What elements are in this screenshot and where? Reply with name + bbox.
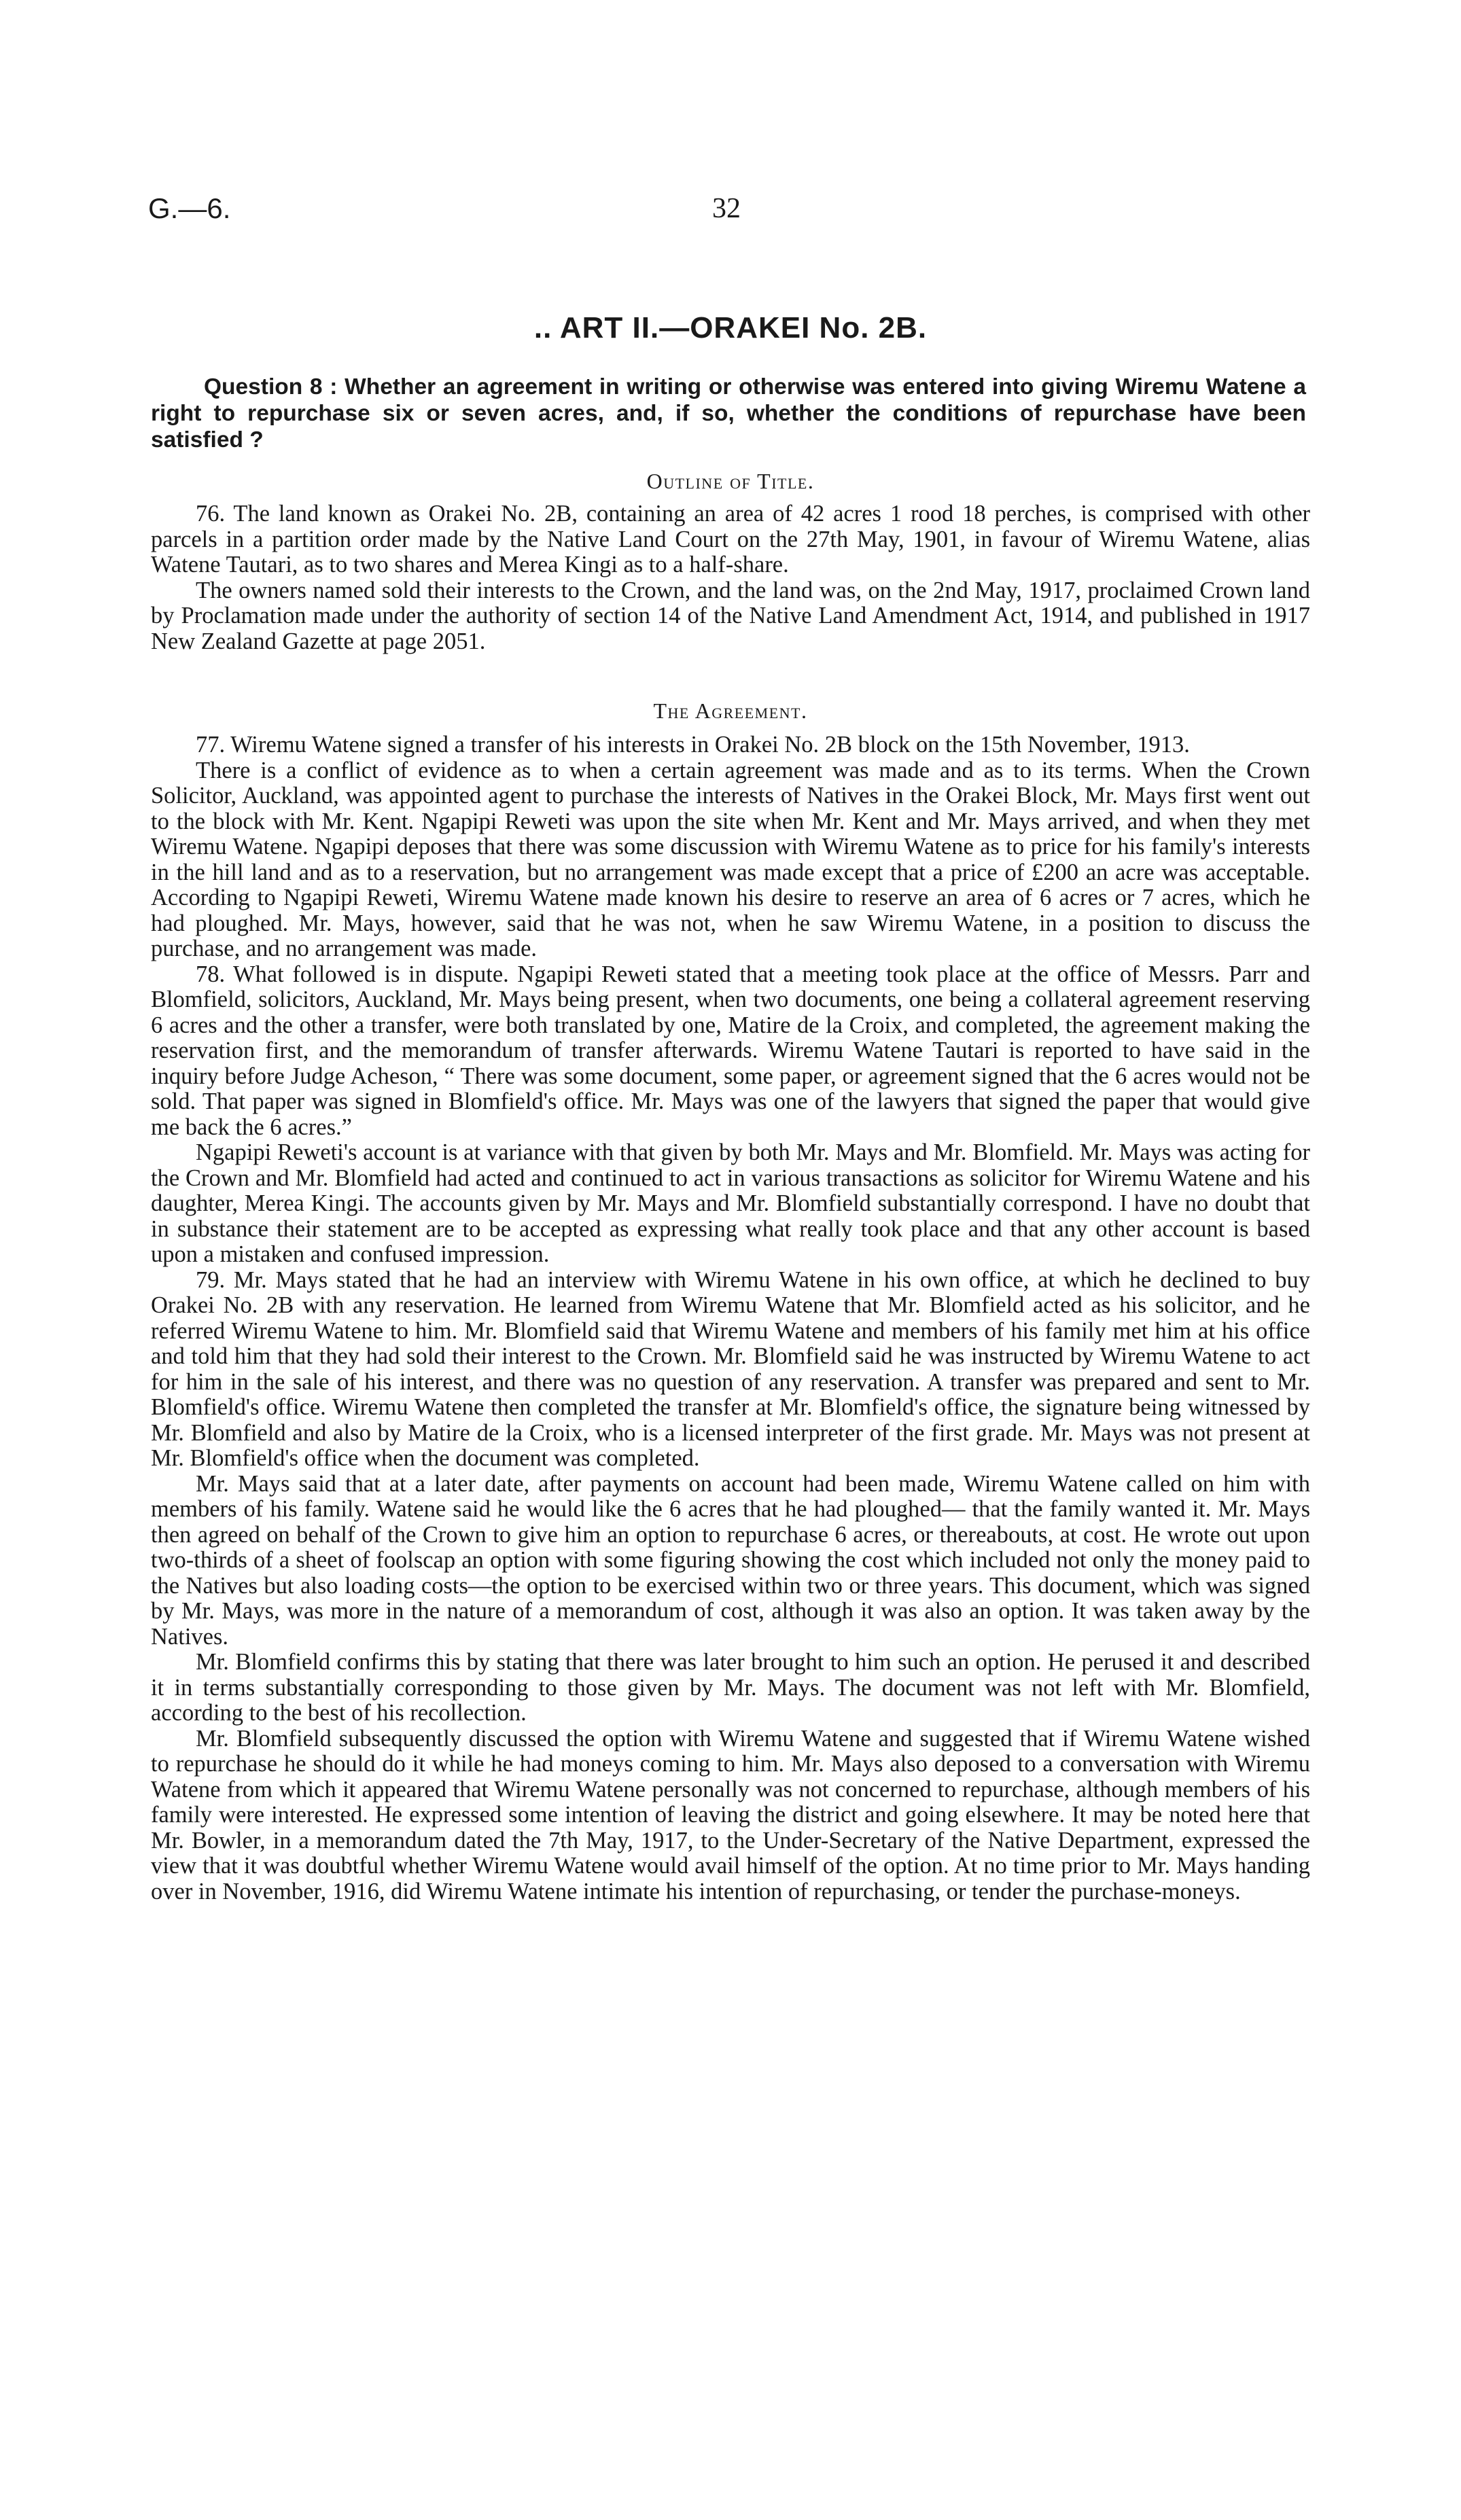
- part-title: .. ART II.—ORAKEI No. 2B.: [533, 311, 928, 344]
- paragraph: Ngapipi Reweti's account is at variance with that given by both Mr. Mays and Mr. Blomfield. Mr. Mays was acting for the Crown and Mr. Blomfield had acted and continued to act in various transactions as solicitor for Wiremu Watene and his daughter, Merea Kingi. The accounts given by Mr. Mays and Mr. Blomfield substantially correspond. I have no doubt that in substance their statement are to be accepted as expressing what really took place and that any other account is based upon a mistaken and confused impression.: [151, 1139, 1310, 1267]
- document-reference: G.—6.: [148, 192, 231, 224]
- paragraph: 77. Wiremu Watene signed a transfer of his interests in Orakei No. 2B block on the 15th November, 1913.: [196, 732, 1190, 758]
- page-header: [148, 192, 1313, 233]
- paragraph: Mr. Mays said that at a later date, after payments on account had been made, Wiremu Watene called on him with members of his family. Watene said he would like the 6 acres that he had ploughed— that the family wanted it. Mr. Mays then agreed on behalf of the Crown to give him an option to repurchase 6 acres, or thereabouts, at cost. He wrote out upon two-thirds of a sheet of foolscap an option with some figuring showing the cost which included not only the money paid to the Natives but also loading costs—the option to be exercised within two or three years. This document, which was signed by Mr. Mays, was more in the nature of a memorandum of cost, although it was also an option. It was taken away by the Natives.: [151, 1470, 1310, 1650]
- paragraph: Mr. Blomfield confirms this by stating that there was later brought to him such an option. He perused it and described it in terms substantially corresponding to those given by Mr. Mays. The document was not left with Mr. Blomfield, according to the best of his recollection.: [151, 1649, 1310, 1726]
- paragraph: 79. Mr. Mays stated that he had an interview with Wiremu Watene in his own office, at which he declined to buy Orakei No. 2B with any reservation. He learned from Wiremu Watene that Mr. Blomfield acted as his solicitor, and he referred Wiremu Watene to him. Mr. Blomfield said that Wiremu Watene and members of his family met him at his office and told him that they had sold their interest to the Crown. Mr. Blomfield said he was instructed by Wiremu Watene to act for him in the sale of his interest, and there was no question of any reservation. A transfer was prepared and sent to Mr. Blomfield's office. Wiremu Watene then completed the transfer at Mr. Blomfield's office, the signature being witnessed by Mr. Blomfield and also by Matire de la Croix, who is a licensed interpreter of the first grade. Mr. Mays was not present at Mr. Blomfield's office when the document was completed.: [151, 1266, 1310, 1471]
- paragraph: 78. What followed is in dispute. Ngapipi Reweti stated that a meeting took place at the office of Messrs. Parr and Blomfield, solicitors, Auckland, Mr. Mays being present, when two documents, one being a collateral agreement reserving 6 acres and the other a transfer, were both translated by one, Matire de la Croix, and completed, the agreement making the reservation first, and the memorandum of transfer afterwards. Wiremu Watene Tautari is reported to have said in the inquiry before Judge Acheson, “ There was some document, some paper, or agreement signed that the 6 acres would not be sold. That paper was signed in Blomfield's office. Mr. Mays was one of the lawyers that signed the paper that would give me back the 6 acres.”: [151, 961, 1310, 1140]
- paragraph: 76. The land known as Orakei No. 2B, containing an area of 42 acres 1 rood 18 perches, is comprised with other parcels in a partition order made by the Native Land Court on the 27th May, 1901, in favour of Wiremu Watene, alias Watene Tautari, as to two shares and Merea Kingi as to a half-share.: [151, 501, 1310, 578]
- section-heading-the-agreement: The Agreement.: [653, 698, 808, 723]
- page-number: 32: [712, 193, 741, 224]
- section-heading-outline-of-title: Outline of Title.: [646, 469, 815, 493]
- paragraph: Mr. Blomfield subsequently discussed the option with Wiremu Watene and suggested that if Wiremu Watene wished to repurchase he should do it while he had moneys coming to him. Mr. Mays also deposed to a conversation with Wiremu Watene from which it appeared that Wiremu Watene personally was not concerned to repurchase, although members of his family were interested. He expressed some intention of leaving the district and going elsewhere. It may be noted here that Mr. Bowler, in a memorandum dated the 7th May, 1917, to the Under-Secretary of the Native Department, expressed the view that it was doubtful whether Wiremu Watene would avail himself of the option. At no time prior to Mr. Mays handing over in November, 1916, did Wiremu Watene intimate his intention of repurchasing, or tender the purchase-moneys.: [151, 1725, 1310, 1904]
- section-body-the-agreement: [151, 732, 1310, 1904]
- paragraph: There is a conflict of evidence as to when a certain agreement was made and as to its terms. When the Crown Solicitor, Auckland, was appointed agent to purchase the interests of Natives in the Orakei Block, Mr. Mays first went out to the block with Mr. Kent. Ngapipi Reweti was upon the site when Mr. Kent and Mr. Mays arrived, and when they met Wiremu Watene. Ngapipi deposes that there was some discussion with Wiremu Watene as to price for his family's interests in the hill land and as to a reservation, but no arrangement was made except that a price of £200 an acre was acceptable. According to Ngapipi Reweti, Wiremu Watene made known his desire to reserve an area of 6 acres or 7 acres, which he had ploughed. Mr. Mays, however, said that he was not, when he saw Wiremu Watene, in a position to discuss the purchase, and no arrangement was made.: [151, 757, 1310, 961]
- paragraph: The owners named sold their interests to the Crown, and the land was, on the 2nd May, 1917, proclaimed Crown land by Proclamation made under the authority of section 14 of the Native Land Amendment Act, 1914, and published in 1917 New Zealand Gazette at page 2051.: [151, 577, 1310, 654]
- section-body-outline-of-title: [151, 501, 1310, 654]
- question-heading: Question 8 : Whether an agreement in writing or otherwise was entered into giving Wiremu Watene a right to repurchase six or seven acres, and, if so, whether the conditions of repurchase have been satisfied ?: [151, 374, 1306, 452]
